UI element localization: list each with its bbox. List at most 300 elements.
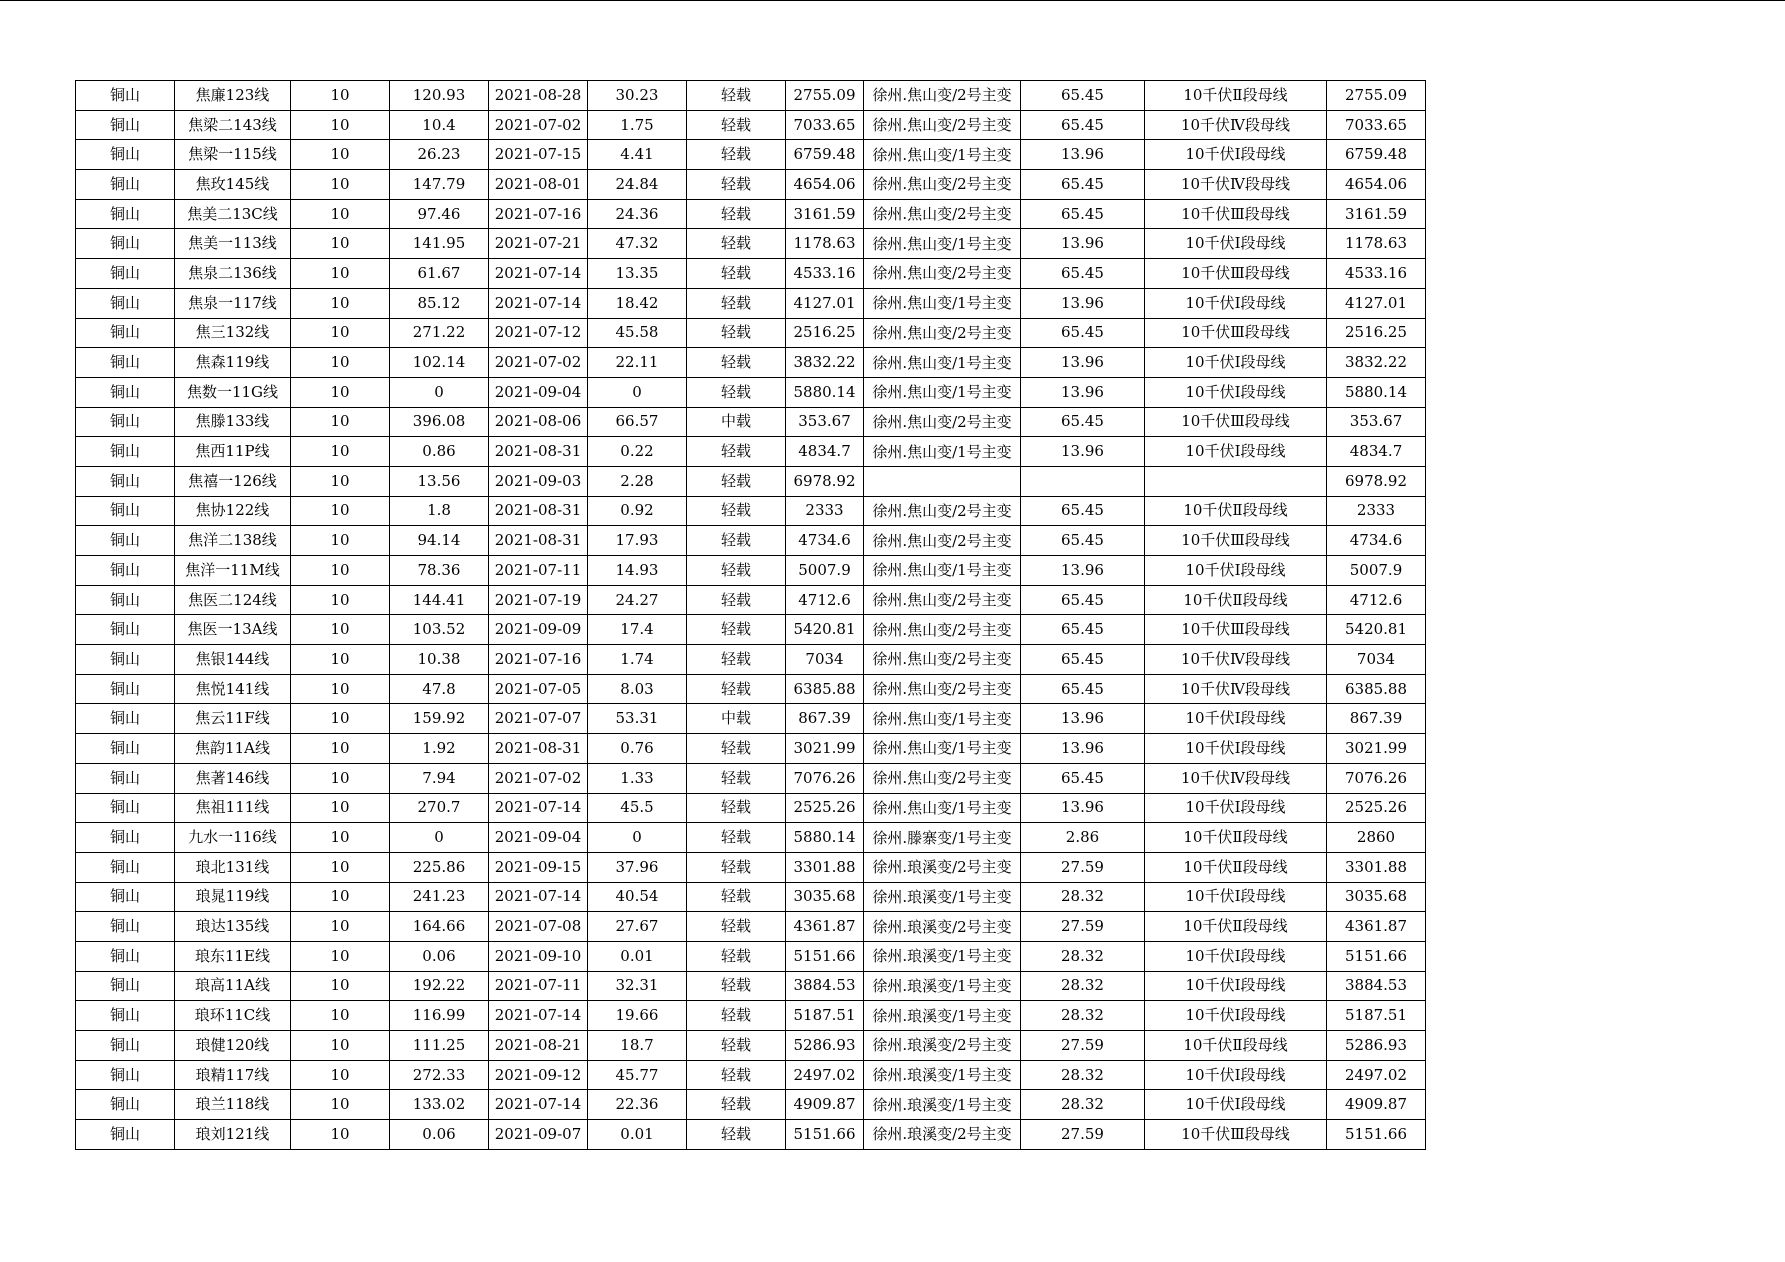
- cell-c11: 5187.51: [1327, 1001, 1426, 1031]
- cell-substation: [864, 615, 1021, 645]
- table-row: [76, 496, 1426, 526]
- cell-c3: 120.93: [390, 81, 489, 111]
- cell-c9: 28.32: [1021, 882, 1145, 912]
- cell-substation: [864, 1031, 1021, 1061]
- table-row: [76, 407, 1426, 437]
- cell-c3: 0: [390, 377, 489, 407]
- cell-voltage: 10: [291, 496, 390, 526]
- cell-voltage: 10: [291, 526, 390, 556]
- cell-c3: 144.41: [390, 585, 489, 615]
- table-row: [76, 259, 1426, 289]
- cell-load: 轻载: [687, 1120, 786, 1150]
- cell-c7: 5187.51: [786, 1001, 864, 1031]
- cell-line: 焦医二124线: [175, 585, 291, 615]
- cell-load: 轻载: [687, 615, 786, 645]
- cell-c5: 0.92: [588, 496, 687, 526]
- cell-c5: 0.01: [588, 1120, 687, 1150]
- cell-voltage: 10: [291, 941, 390, 971]
- cell-voltage: 10: [291, 585, 390, 615]
- cell-line: 焦洋一11M线: [175, 556, 291, 586]
- cell-line: 琅健120线: [175, 1031, 291, 1061]
- cell-c9: 65.45: [1021, 318, 1145, 348]
- cell-voltage: 10: [291, 971, 390, 1001]
- table-row: [76, 941, 1426, 971]
- cell-line: 琅兰118线: [175, 1090, 291, 1120]
- cell-voltage: 10: [291, 1060, 390, 1090]
- cell-c9: 65.45: [1021, 199, 1145, 229]
- cell-bus: 10千伏Ⅰ段母线: [1145, 556, 1327, 586]
- cell-load: 轻载: [687, 229, 786, 259]
- cell-line: 焦著146线: [175, 763, 291, 793]
- substation-label: 徐州.焦山变/2号主变: [872, 86, 1012, 105]
- cell-bus: 10千伏Ⅲ段母线: [1145, 615, 1327, 645]
- cell-line: 焦银144线: [175, 645, 291, 675]
- cell-substation: [864, 288, 1021, 318]
- cell-voltage: 10: [291, 407, 390, 437]
- cell-c11: 7034: [1327, 645, 1426, 675]
- cell-substation: [864, 526, 1021, 556]
- cell-bus: 10千伏Ⅳ段母线: [1145, 110, 1327, 140]
- cell-substation: [864, 407, 1021, 437]
- cell-c11: 7033.65: [1327, 110, 1426, 140]
- cell-district: 铜山: [76, 170, 175, 200]
- cell-bus: 10千伏Ⅳ段母线: [1145, 645, 1327, 675]
- cell-bus: 10千伏Ⅰ段母线: [1145, 229, 1327, 259]
- cell-c9: 65.45: [1021, 585, 1145, 615]
- cell-date: 2021-07-05: [489, 674, 588, 704]
- cell-c9: 65.45: [1021, 110, 1145, 140]
- cell-substation: [864, 199, 1021, 229]
- cell-substation: [864, 496, 1021, 526]
- table-body: [76, 81, 1426, 1150]
- cell-bus: 10千伏Ⅲ段母线: [1145, 259, 1327, 289]
- cell-substation: [864, 912, 1021, 942]
- cell-line: 琅晁119线: [175, 882, 291, 912]
- cell-substation: [864, 110, 1021, 140]
- cell-c5: 14.93: [588, 556, 687, 586]
- cell-substation: [864, 318, 1021, 348]
- cell-c5: 45.5: [588, 793, 687, 823]
- cell-c3: 0.06: [390, 941, 489, 971]
- cell-c3: 10.38: [390, 645, 489, 675]
- substation-label: 徐州.焦山变/1号主变: [872, 709, 1012, 728]
- cell-substation: [864, 466, 1021, 496]
- cell-district: 铜山: [76, 823, 175, 853]
- cell-voltage: 10: [291, 110, 390, 140]
- cell-line: 琅北131线: [175, 852, 291, 882]
- cell-date: 2021-08-28: [489, 81, 588, 111]
- cell-c9: 65.45: [1021, 645, 1145, 675]
- cell-c7: 7034: [786, 645, 864, 675]
- cell-load: 轻载: [687, 1001, 786, 1031]
- table-row: [76, 229, 1426, 259]
- cell-c9: 65.45: [1021, 81, 1145, 111]
- cell-line: 焦梁一115线: [175, 140, 291, 170]
- cell-voltage: 10: [291, 437, 390, 467]
- cell-load: 轻载: [687, 585, 786, 615]
- cell-substation: [864, 170, 1021, 200]
- cell-c5: 1.75: [588, 110, 687, 140]
- cell-bus: 10千伏Ⅲ段母线: [1145, 407, 1327, 437]
- cell-substation: [864, 793, 1021, 823]
- cell-date: 2021-07-11: [489, 971, 588, 1001]
- cell-c9: 13.96: [1021, 229, 1145, 259]
- cell-district: 铜山: [76, 1060, 175, 1090]
- cell-district: 铜山: [76, 81, 175, 111]
- substation-label: 徐州.琅溪变/2号主变: [872, 1036, 1012, 1055]
- cell-bus: 10千伏Ⅰ段母线: [1145, 1001, 1327, 1031]
- cell-bus: 10千伏Ⅱ段母线: [1145, 81, 1327, 111]
- cell-load: 轻载: [687, 199, 786, 229]
- top-rule: [0, 0, 1785, 1]
- cell-date: 2021-07-14: [489, 882, 588, 912]
- cell-c5: 8.03: [588, 674, 687, 704]
- cell-c11: 5151.66: [1327, 941, 1426, 971]
- table-row: [76, 763, 1426, 793]
- cell-c3: 102.14: [390, 348, 489, 378]
- cell-c7: 2525.26: [786, 793, 864, 823]
- cell-c7: 3161.59: [786, 199, 864, 229]
- table-row: [76, 615, 1426, 645]
- cell-c9: [1021, 466, 1145, 496]
- cell-district: 铜山: [76, 1090, 175, 1120]
- cell-substation: [864, 734, 1021, 764]
- substation-label: 徐州.焦山变/2号主变: [872, 264, 1012, 283]
- substation-label: 徐州.琅溪变/1号主变: [872, 1095, 1012, 1114]
- cell-line: 焦云11F线: [175, 704, 291, 734]
- cell-c7: 4533.16: [786, 259, 864, 289]
- cell-c7: 3035.68: [786, 882, 864, 912]
- cell-bus: 10千伏Ⅰ段母线: [1145, 437, 1327, 467]
- cell-c5: 17.4: [588, 615, 687, 645]
- cell-district: 铜山: [76, 852, 175, 882]
- cell-district: 铜山: [76, 466, 175, 496]
- cell-c3: 241.23: [390, 882, 489, 912]
- cell-district: 铜山: [76, 288, 175, 318]
- cell-substation: [864, 882, 1021, 912]
- table-row: [76, 1060, 1426, 1090]
- substation-label: 徐州.焦山变/1号主变: [872, 353, 1012, 372]
- cell-substation: [864, 674, 1021, 704]
- cell-bus: 10千伏Ⅲ段母线: [1145, 1120, 1327, 1150]
- cell-c3: 94.14: [390, 526, 489, 556]
- cell-c11: 3161.59: [1327, 199, 1426, 229]
- substation-label: 徐州.焦山变/2号主变: [872, 205, 1012, 224]
- cell-bus: 10千伏Ⅰ段母线: [1145, 348, 1327, 378]
- cell-bus: 10千伏Ⅱ段母线: [1145, 823, 1327, 853]
- cell-bus: 10千伏Ⅰ段母线: [1145, 288, 1327, 318]
- cell-c9: 13.96: [1021, 377, 1145, 407]
- cell-c5: 18.7: [588, 1031, 687, 1061]
- cell-c11: 3832.22: [1327, 348, 1426, 378]
- cell-c7: 6978.92: [786, 466, 864, 496]
- cell-c9: 13.96: [1021, 556, 1145, 586]
- cell-substation: [864, 229, 1021, 259]
- cell-c7: 353.67: [786, 407, 864, 437]
- cell-voltage: 10: [291, 793, 390, 823]
- cell-load: 轻载: [687, 674, 786, 704]
- table-row: [76, 199, 1426, 229]
- cell-c3: 78.36: [390, 556, 489, 586]
- cell-line: 焦西11P线: [175, 437, 291, 467]
- cell-bus: 10千伏Ⅳ段母线: [1145, 170, 1327, 200]
- cell-c9: 65.45: [1021, 615, 1145, 645]
- cell-district: 铜山: [76, 437, 175, 467]
- substation-label: 徐州.焦山变/1号主变: [872, 561, 1012, 580]
- cell-c3: 192.22: [390, 971, 489, 1001]
- cell-voltage: 10: [291, 823, 390, 853]
- cell-date: 2021-08-31: [489, 496, 588, 526]
- cell-district: 铜山: [76, 110, 175, 140]
- substation-label: 徐州.焦山变/2号主变: [872, 175, 1012, 194]
- cell-line: 琅高11A线: [175, 971, 291, 1001]
- cell-substation: [864, 1001, 1021, 1031]
- cell-c11: 4654.06: [1327, 170, 1426, 200]
- table-row: [76, 81, 1426, 111]
- table-row: [76, 556, 1426, 586]
- cell-c7: 4712.6: [786, 585, 864, 615]
- cell-line: 琅达135线: [175, 912, 291, 942]
- cell-c5: 30.23: [588, 81, 687, 111]
- cell-c5: 27.67: [588, 912, 687, 942]
- data-table: [75, 80, 1426, 1150]
- cell-c5: 2.28: [588, 466, 687, 496]
- cell-c3: 0: [390, 823, 489, 853]
- table-row: [76, 912, 1426, 942]
- cell-line: 焦洋二138线: [175, 526, 291, 556]
- cell-load: 轻载: [687, 496, 786, 526]
- cell-bus: 10千伏Ⅰ段母线: [1145, 941, 1327, 971]
- substation-label: 徐州.焦山变/2号主变: [872, 620, 1012, 639]
- table-row: [76, 1031, 1426, 1061]
- cell-c11: 6978.92: [1327, 466, 1426, 496]
- cell-load: 轻载: [687, 852, 786, 882]
- cell-voltage: 10: [291, 645, 390, 675]
- cell-c5: 40.54: [588, 882, 687, 912]
- substation-label: 徐州.焦山变/2号主变: [872, 769, 1012, 788]
- cell-c11: 3021.99: [1327, 734, 1426, 764]
- table-row: [76, 585, 1426, 615]
- cell-c11: 4361.87: [1327, 912, 1426, 942]
- cell-c7: 5880.14: [786, 377, 864, 407]
- cell-c11: 4127.01: [1327, 288, 1426, 318]
- cell-district: 铜山: [76, 704, 175, 734]
- cell-c9: 28.32: [1021, 1001, 1145, 1031]
- cell-c5: 1.74: [588, 645, 687, 675]
- cell-date: 2021-09-04: [489, 823, 588, 853]
- cell-date: 2021-08-01: [489, 170, 588, 200]
- cell-line: 焦梁二143线: [175, 110, 291, 140]
- cell-c7: 2516.25: [786, 318, 864, 348]
- cell-c3: 61.67: [390, 259, 489, 289]
- cell-date: 2021-07-12: [489, 318, 588, 348]
- cell-c3: 159.92: [390, 704, 489, 734]
- cell-c5: 22.36: [588, 1090, 687, 1120]
- cell-district: 铜山: [76, 199, 175, 229]
- cell-c3: 133.02: [390, 1090, 489, 1120]
- cell-district: 铜山: [76, 140, 175, 170]
- cell-district: 铜山: [76, 912, 175, 942]
- cell-c5: 4.41: [588, 140, 687, 170]
- cell-c11: 5151.66: [1327, 1120, 1426, 1150]
- cell-c3: 164.66: [390, 912, 489, 942]
- cell-load: 轻载: [687, 140, 786, 170]
- cell-c7: 4834.7: [786, 437, 864, 467]
- substation-label: 徐州.焦山变/1号主变: [872, 442, 1012, 461]
- cell-date: 2021-09-03: [489, 466, 588, 496]
- cell-substation: [864, 971, 1021, 1001]
- cell-c5: 47.32: [588, 229, 687, 259]
- cell-c3: 85.12: [390, 288, 489, 318]
- cell-line: 焦滕133线: [175, 407, 291, 437]
- cell-date: 2021-08-06: [489, 407, 588, 437]
- cell-c9: 13.96: [1021, 704, 1145, 734]
- table-row: [76, 1090, 1426, 1120]
- cell-c5: 0.01: [588, 941, 687, 971]
- cell-c5: 66.57: [588, 407, 687, 437]
- cell-voltage: 10: [291, 1120, 390, 1150]
- cell-date: 2021-08-31: [489, 734, 588, 764]
- cell-load: 轻载: [687, 793, 786, 823]
- substation-label: 徐州.焦山变/2号主变: [872, 531, 1012, 550]
- cell-load: 中载: [687, 407, 786, 437]
- cell-c7: 4127.01: [786, 288, 864, 318]
- cell-line: 琅精117线: [175, 1060, 291, 1090]
- cell-c9: 2.86: [1021, 823, 1145, 853]
- table-row: [76, 348, 1426, 378]
- cell-date: 2021-09-15: [489, 852, 588, 882]
- cell-voltage: 10: [291, 81, 390, 111]
- table-row: [76, 437, 1426, 467]
- cell-c11: 4533.16: [1327, 259, 1426, 289]
- cell-line: 焦森119线: [175, 348, 291, 378]
- cell-bus: 10千伏Ⅱ段母线: [1145, 912, 1327, 942]
- cell-date: 2021-07-19: [489, 585, 588, 615]
- cell-c9: 28.32: [1021, 1060, 1145, 1090]
- cell-c11: 867.39: [1327, 704, 1426, 734]
- cell-c9: 65.45: [1021, 526, 1145, 556]
- cell-c5: 22.11: [588, 348, 687, 378]
- cell-load: 轻载: [687, 1060, 786, 1090]
- cell-c11: 2860: [1327, 823, 1426, 853]
- substation-label: 徐州.焦山变/2号主变: [872, 591, 1012, 610]
- cell-voltage: 10: [291, 229, 390, 259]
- cell-date: 2021-07-02: [489, 110, 588, 140]
- substation-label: 徐州.琅溪变/1号主变: [872, 1066, 1012, 1085]
- cell-load: 轻载: [687, 645, 786, 675]
- cell-load: 轻载: [687, 526, 786, 556]
- cell-bus: 10千伏Ⅰ段母线: [1145, 734, 1327, 764]
- cell-c3: 272.33: [390, 1060, 489, 1090]
- substation-label: 徐州.焦山变/1号主变: [872, 294, 1012, 313]
- cell-voltage: 10: [291, 140, 390, 170]
- cell-c11: 3884.53: [1327, 971, 1426, 1001]
- cell-line: 琅刘121线: [175, 1120, 291, 1150]
- cell-bus: 10千伏Ⅲ段母线: [1145, 526, 1327, 556]
- substation-label: 徐州.滕寨变/1号主变: [872, 828, 1012, 847]
- cell-date: 2021-09-10: [489, 941, 588, 971]
- cell-c7: 867.39: [786, 704, 864, 734]
- cell-district: 铜山: [76, 229, 175, 259]
- cell-load: 轻载: [687, 110, 786, 140]
- cell-district: 铜山: [76, 318, 175, 348]
- cell-date: 2021-07-14: [489, 288, 588, 318]
- cell-c3: 270.7: [390, 793, 489, 823]
- cell-voltage: 10: [291, 704, 390, 734]
- cell-c11: 3035.68: [1327, 882, 1426, 912]
- cell-c11: 2755.09: [1327, 81, 1426, 111]
- cell-line: 焦祖111线: [175, 793, 291, 823]
- cell-c11: 2525.26: [1327, 793, 1426, 823]
- cell-load: 轻载: [687, 556, 786, 586]
- cell-substation: [864, 377, 1021, 407]
- table-row: [76, 971, 1426, 1001]
- table-row: [76, 704, 1426, 734]
- cell-c9: 27.59: [1021, 1031, 1145, 1061]
- cell-c5: 17.93: [588, 526, 687, 556]
- cell-load: 轻载: [687, 912, 786, 942]
- cell-c7: 6385.88: [786, 674, 864, 704]
- cell-substation: [864, 823, 1021, 853]
- cell-date: 2021-08-31: [489, 526, 588, 556]
- cell-bus: 10千伏Ⅰ段母线: [1145, 140, 1327, 170]
- cell-voltage: 10: [291, 556, 390, 586]
- substation-label: 徐州.焦山变/2号主变: [872, 501, 1012, 520]
- cell-c9: 27.59: [1021, 852, 1145, 882]
- cell-bus: [1145, 466, 1327, 496]
- cell-substation: [864, 645, 1021, 675]
- cell-district: 铜山: [76, 674, 175, 704]
- table-row: [76, 793, 1426, 823]
- cell-substation: [864, 704, 1021, 734]
- cell-load: 轻载: [687, 318, 786, 348]
- cell-c3: 0.06: [390, 1120, 489, 1150]
- cell-date: 2021-07-16: [489, 199, 588, 229]
- cell-voltage: 10: [291, 1090, 390, 1120]
- cell-load: 轻载: [687, 288, 786, 318]
- cell-voltage: 10: [291, 734, 390, 764]
- table-row: [76, 526, 1426, 556]
- table-row: [76, 110, 1426, 140]
- cell-district: 铜山: [76, 348, 175, 378]
- substation-label: 徐州.焦山变/1号主变: [872, 145, 1012, 164]
- cell-bus: 10千伏Ⅰ段母线: [1145, 377, 1327, 407]
- cell-district: 铜山: [76, 734, 175, 764]
- cell-voltage: 10: [291, 763, 390, 793]
- cell-c3: 103.52: [390, 615, 489, 645]
- cell-line: 焦禧一126线: [175, 466, 291, 496]
- cell-c9: 13.96: [1021, 793, 1145, 823]
- cell-bus: 10千伏Ⅱ段母线: [1145, 1031, 1327, 1061]
- cell-date: 2021-07-14: [489, 259, 588, 289]
- table-row: [76, 140, 1426, 170]
- cell-c3: 1.92: [390, 734, 489, 764]
- cell-c11: 5420.81: [1327, 615, 1426, 645]
- cell-c9: 65.45: [1021, 259, 1145, 289]
- cell-line: 焦廉123线: [175, 81, 291, 111]
- cell-c11: 1178.63: [1327, 229, 1426, 259]
- cell-load: 轻载: [687, 377, 786, 407]
- cell-load: 轻载: [687, 466, 786, 496]
- cell-district: 铜山: [76, 1031, 175, 1061]
- cell-c5: 19.66: [588, 1001, 687, 1031]
- cell-date: 2021-07-02: [489, 763, 588, 793]
- cell-district: 铜山: [76, 882, 175, 912]
- cell-c11: 7076.26: [1327, 763, 1426, 793]
- cell-c9: 65.45: [1021, 763, 1145, 793]
- cell-c9: 13.96: [1021, 348, 1145, 378]
- cell-c7: 4654.06: [786, 170, 864, 200]
